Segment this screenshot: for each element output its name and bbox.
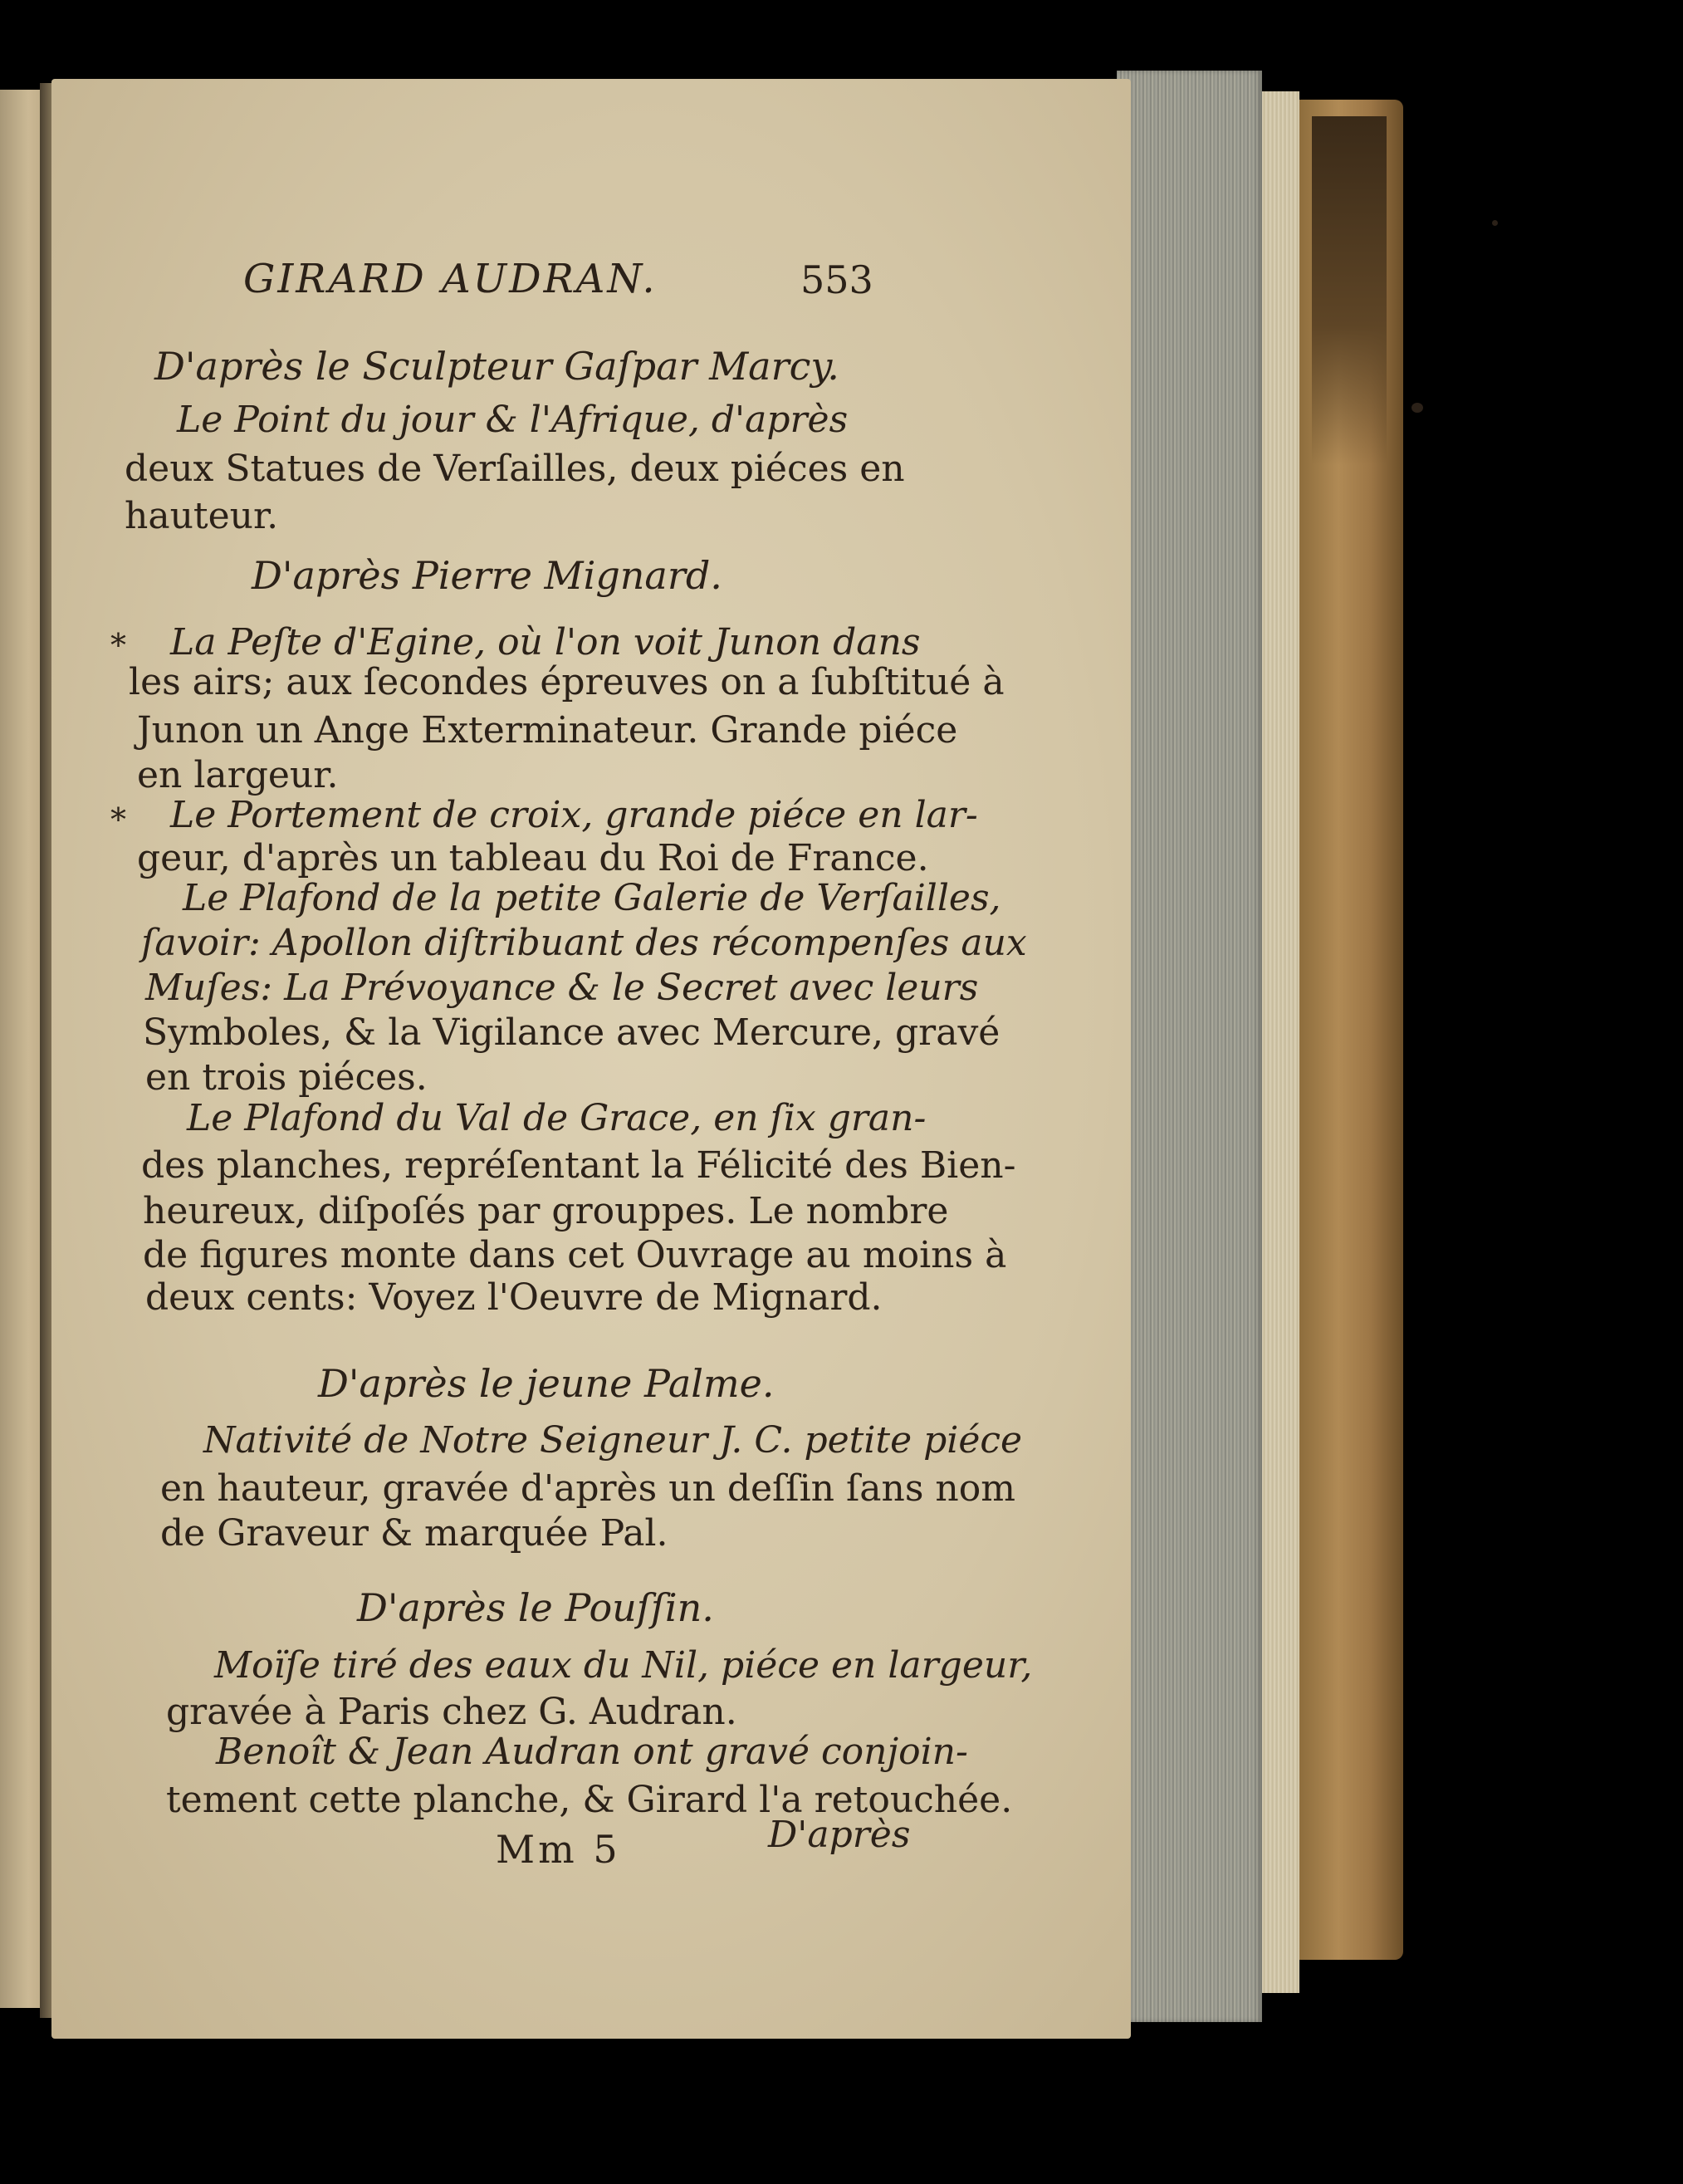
asterisk-marker: * bbox=[110, 801, 126, 838]
text-line: en trois piéces. bbox=[145, 1056, 428, 1099]
section-heading: D'après le Pouſſin. bbox=[357, 1585, 714, 1630]
fore-edge-pages bbox=[1117, 71, 1262, 2022]
text-line: Junon un Ange Exterminateur. Grande piéce bbox=[137, 709, 958, 752]
text-line: deux cents: Voyez l'Oeuvre de Mignard. bbox=[145, 1276, 883, 1319]
signature-mark: Mm 5 bbox=[496, 1827, 621, 1872]
text-line: des planches, repréſentant la Félicité des Bien- bbox=[141, 1144, 1016, 1187]
section-heading: D'après le Sculpteur Gaſpar Marcy. bbox=[154, 344, 839, 389]
text-line: Le Plafond de la petite Galerie de Verſailles, bbox=[183, 877, 1001, 919]
section-heading: D'après le jeune Palme. bbox=[318, 1361, 775, 1406]
text-line: Muſes: La Prévoyance & le Secret avec leurs bbox=[145, 967, 979, 1009]
text-line: ſavoir: Apollon diſtribuant des récompenſes aux bbox=[141, 922, 1027, 964]
asterisk-marker: * bbox=[110, 627, 126, 664]
page-number: 553 bbox=[800, 257, 873, 302]
text-line: Benoît & Jean Audran ont gravé conjoin- bbox=[216, 1731, 968, 1773]
text-line: Moïſe tiré des eaux du Nil, piéce en largeur, bbox=[214, 1644, 1033, 1687]
text-line: Le Plafond du Val de Grace, en ſix gran- bbox=[187, 1097, 927, 1139]
text-line: geur, d'après un tableau du Roi de France. bbox=[137, 837, 929, 879]
text-line: deux Statues de Verſailles, deux piéces en bbox=[125, 448, 905, 490]
text-line: de Graveur & marquée Pal. bbox=[160, 1512, 668, 1555]
catchword: D'après bbox=[768, 1814, 911, 1856]
cover-wear bbox=[1312, 116, 1387, 465]
text-line: les airs; aux ſecondes épreuves on a ſubſtitué à bbox=[129, 661, 1005, 703]
text-line: tement cette planche, & Girard l'a retouchée. bbox=[166, 1779, 1013, 1821]
text-line: Symboles, & la Vigilance avec Mercure, gravé bbox=[143, 1011, 1001, 1054]
running-head: GIRARD AUDRAN. bbox=[243, 256, 658, 302]
speck bbox=[1411, 403, 1423, 413]
section-heading: D'après Pierre Mignard. bbox=[252, 553, 722, 598]
text-line: Le Point du jour & l'Afrique, d'après bbox=[177, 399, 849, 441]
text-line: de figures monte dans cet Ouvrage au moins à bbox=[143, 1234, 1007, 1276]
text-line: en largeur. bbox=[137, 754, 339, 796]
text-line: gravée à Paris chez G. Audran. bbox=[166, 1691, 737, 1733]
speck bbox=[1492, 220, 1498, 226]
text-line: Le Portement de croix, grande piéce en lar- bbox=[170, 794, 978, 836]
text-line: La Peſte d'Egine, où l'on voit Junon dans bbox=[170, 621, 921, 664]
text-line: hauteur. bbox=[125, 495, 279, 537]
text-line: heureux, diſpoſés par grouppes. Le nombre bbox=[143, 1190, 949, 1232]
text-line: en hauteur, gravée d'après un deſſin ſans nom bbox=[160, 1467, 1015, 1510]
text-line: Nativité de Notre Seigneur J. C. petite piéce bbox=[203, 1419, 1023, 1462]
